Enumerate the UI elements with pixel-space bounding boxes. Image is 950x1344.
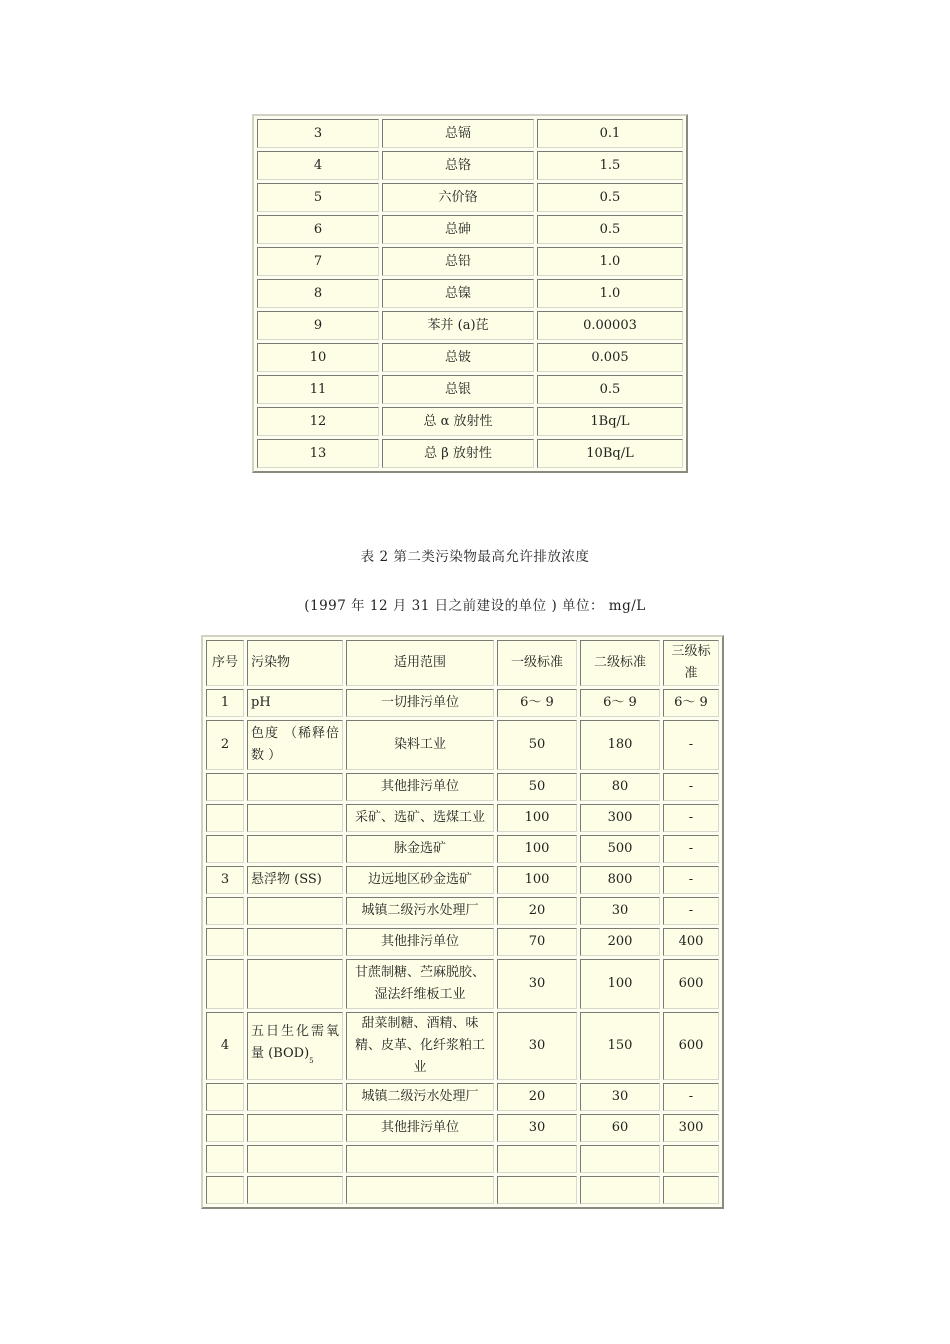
scope: 甘蔗制糖、苎麻脱胶、湿法纤维板工业 <box>346 959 494 1009</box>
scope: 城镇二级污水处理厂 <box>346 1083 494 1111</box>
scope <box>346 1145 494 1173</box>
pollutant-name: pH <box>247 689 343 717</box>
grade-2-value: 60 <box>580 1114 660 1142</box>
grade-2-value: 80 <box>580 773 660 801</box>
row-number <box>206 1176 244 1204</box>
pollutant-name <box>247 804 343 832</box>
scope: 甜菜制糖、酒精、味精、皮革、化纤浆粕工业 <box>346 1012 494 1080</box>
table-row <box>206 689 719 717</box>
row-number: 12 <box>257 407 379 436</box>
scope: 采矿、选矿、选煤工业 <box>346 804 494 832</box>
header-grade-1: 一级标准 <box>497 640 577 686</box>
grade-1-value: 100 <box>497 835 577 863</box>
scope <box>346 1176 494 1204</box>
max-concentration: 0.00003 <box>537 311 683 340</box>
table-row <box>257 311 683 340</box>
grade-3-value: 300 <box>663 1114 719 1142</box>
table-row <box>206 1012 719 1080</box>
row-number: 1 <box>206 689 244 717</box>
row-number <box>206 1145 244 1173</box>
max-concentration: 0.5 <box>537 215 683 244</box>
pollutant-name <box>247 1114 343 1142</box>
pollutant-name: 总铬 <box>382 151 534 180</box>
grade-2-value <box>580 1176 660 1204</box>
table-row <box>257 183 683 212</box>
grade-3-value <box>663 1145 719 1173</box>
pollutant-name: 总 β 放射性 <box>382 439 534 468</box>
table-row <box>206 720 719 770</box>
table-row <box>206 897 719 925</box>
table-row-empty <box>206 1145 719 1173</box>
grade-2-value: 800 <box>580 866 660 894</box>
pollutant-name <box>247 1012 343 1080</box>
table-row <box>206 835 719 863</box>
row-number <box>206 1114 244 1142</box>
max-concentration: 0.1 <box>537 119 683 148</box>
row-number: 5 <box>257 183 379 212</box>
grade-1-value: 30 <box>497 959 577 1009</box>
pollutant-name: 苯并 (a)芘 <box>382 311 534 340</box>
grade-1-value: 20 <box>497 897 577 925</box>
table-row <box>206 1114 719 1142</box>
grade-3-value: - <box>663 866 719 894</box>
max-concentration: 1.5 <box>537 151 683 180</box>
grade-3-value: - <box>663 897 719 925</box>
scope: 其他排污单位 <box>346 928 494 956</box>
table-row <box>257 343 683 372</box>
pollutant-name <box>247 897 343 925</box>
table-row <box>257 375 683 404</box>
header-index: 序号 <box>206 640 244 686</box>
header-grade-2: 二级标准 <box>580 640 660 686</box>
grade-3-value: 600 <box>663 1012 719 1080</box>
row-number: 7 <box>257 247 379 276</box>
table-row <box>206 928 719 956</box>
row-number <box>206 959 244 1009</box>
pollutant-name <box>247 835 343 863</box>
scope: 城镇二级污水处理厂 <box>346 897 494 925</box>
pollutant-name <box>247 928 343 956</box>
grade-3-value: - <box>663 804 719 832</box>
pollutant-name: 色度 （稀释倍数 ） <box>247 720 343 770</box>
grade-2-value: 30 <box>580 897 660 925</box>
pollutant-name: 总镍 <box>382 279 534 308</box>
table-row <box>257 151 683 180</box>
table-row <box>257 279 683 308</box>
pollutant-name: 总镉 <box>382 119 534 148</box>
scope: 一切排污单位 <box>346 689 494 717</box>
table-row-empty <box>206 1176 719 1204</box>
pollutant-name <box>247 1083 343 1111</box>
grade-3-value: - <box>663 835 719 863</box>
max-concentration: 10Bq/L <box>537 439 683 468</box>
table-row <box>206 1083 719 1111</box>
header-pollutant: 污染物 <box>247 640 343 686</box>
row-number <box>206 928 244 956</box>
grade-3-value: - <box>663 1083 719 1111</box>
table-first-class-pollutants <box>252 114 688 473</box>
row-number <box>206 835 244 863</box>
max-concentration: 0.005 <box>537 343 683 372</box>
table-row <box>257 119 683 148</box>
grade-1-value: 30 <box>497 1012 577 1080</box>
grade-1-value: 50 <box>497 773 577 801</box>
row-number: 2 <box>206 720 244 770</box>
grade-2-value: 30 <box>580 1083 660 1111</box>
table-row <box>206 866 719 894</box>
table-header-row <box>206 640 719 686</box>
row-number: 13 <box>257 439 379 468</box>
pollutant-name: 悬浮物 (SS) <box>247 866 343 894</box>
table-row <box>257 247 683 276</box>
grade-1-value: 50 <box>497 720 577 770</box>
scope: 脉金选矿 <box>346 835 494 863</box>
grade-3-value: 600 <box>663 959 719 1009</box>
pollutant-name-text: 五日生化需氧量 (BOD) <box>251 1023 339 1061</box>
header-grade-3: 三级标准 <box>663 640 719 686</box>
grade-3-value: - <box>663 773 719 801</box>
row-number: 3 <box>257 119 379 148</box>
grade-1-value: 30 <box>497 1114 577 1142</box>
row-number <box>206 897 244 925</box>
row-number <box>206 773 244 801</box>
table-row <box>206 773 719 801</box>
grade-2-value: 200 <box>580 928 660 956</box>
table-row <box>257 439 683 468</box>
grade-2-value: 6～ 9 <box>580 689 660 717</box>
table1-body <box>257 119 683 468</box>
row-number: 8 <box>257 279 379 308</box>
row-number <box>206 804 244 832</box>
pollutant-name: 总 α 放射性 <box>382 407 534 436</box>
grade-1-value: 6～ 9 <box>497 689 577 717</box>
grade-1-value: 20 <box>497 1083 577 1111</box>
scope: 其他排污单位 <box>346 1114 494 1142</box>
pollutant-name: 总铅 <box>382 247 534 276</box>
row-number: 4 <box>206 1012 244 1080</box>
grade-1-value: 100 <box>497 866 577 894</box>
table2-title: 表 2 第二类污染物最高允许排放浓度 <box>360 549 590 565</box>
grade-2-value: 150 <box>580 1012 660 1080</box>
max-concentration: 1Bq/L <box>537 407 683 436</box>
row-number: 9 <box>257 311 379 340</box>
pollutant-name <box>247 959 343 1009</box>
grade-3-value <box>663 1176 719 1204</box>
pollutant-name <box>247 1145 343 1173</box>
grade-2-value: 100 <box>580 959 660 1009</box>
grade-2-value: 300 <box>580 804 660 832</box>
table-second-class-pollutants <box>201 635 724 1209</box>
grade-3-value: 400 <box>663 928 719 956</box>
row-number: 11 <box>257 375 379 404</box>
pollutant-name: 六价铬 <box>382 183 534 212</box>
pollutant-name: 总铍 <box>382 343 534 372</box>
max-concentration: 1.0 <box>537 247 683 276</box>
scope: 其他排污单位 <box>346 773 494 801</box>
pollutant-name <box>247 773 343 801</box>
grade-1-value: 100 <box>497 804 577 832</box>
max-concentration: 0.5 <box>537 375 683 404</box>
grade-1-value <box>497 1176 577 1204</box>
scope: 染料工业 <box>346 720 494 770</box>
pollutant-name <box>247 1176 343 1204</box>
scope: 边远地区砂金选矿 <box>346 866 494 894</box>
grade-3-value: - <box>663 720 719 770</box>
table-row <box>257 215 683 244</box>
bod-subscript: 5 <box>309 1056 314 1065</box>
grade-2-value: 500 <box>580 835 660 863</box>
table2-subtitle: (1997 年 12 月 31 日之前建设的单位 ) 单位： mg/L <box>304 598 646 614</box>
row-number: 4 <box>257 151 379 180</box>
row-number: 10 <box>257 343 379 372</box>
grade-3-value: 6～ 9 <box>663 689 719 717</box>
table-row <box>206 959 719 1009</box>
pollutant-name: 总砷 <box>382 215 534 244</box>
grade-1-value: 70 <box>497 928 577 956</box>
max-concentration: 0.5 <box>537 183 683 212</box>
grade-1-value <box>497 1145 577 1173</box>
grade-2-value <box>580 1145 660 1173</box>
table-row <box>206 804 719 832</box>
pollutant-name: 总银 <box>382 375 534 404</box>
row-number: 3 <box>206 866 244 894</box>
row-number <box>206 1083 244 1111</box>
header-scope: 适用范围 <box>346 640 494 686</box>
table2-body <box>206 640 719 1204</box>
grade-2-value: 180 <box>580 720 660 770</box>
row-number: 6 <box>257 215 379 244</box>
max-concentration: 1.0 <box>537 279 683 308</box>
table-row <box>257 407 683 436</box>
